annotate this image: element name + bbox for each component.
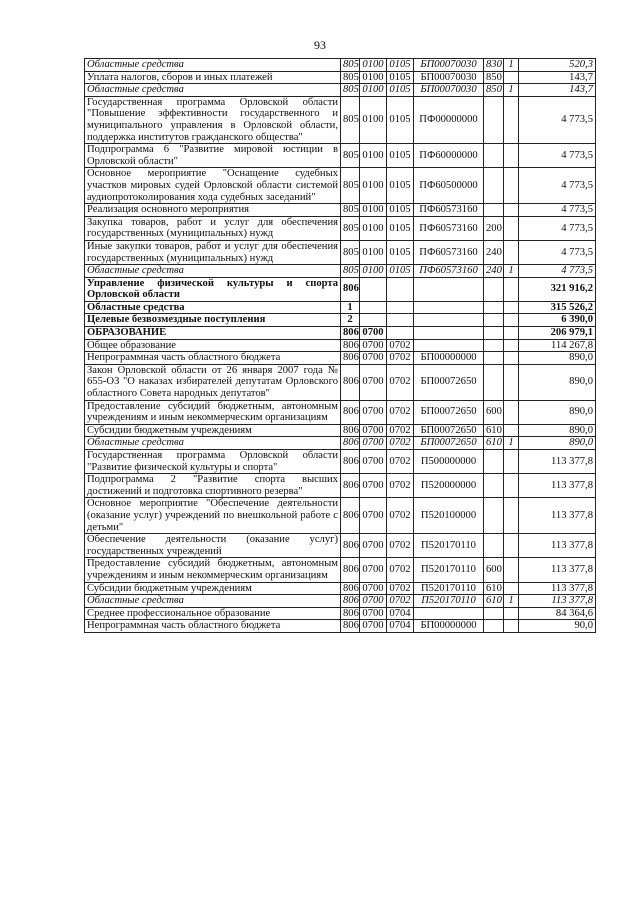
row-name-cell: Закон Орловской области от 26 января 2007 года № 655-ОЗ "О наказах избирателей депутатам Орловского областного Совета народных депутатов": [85, 364, 341, 400]
row-source-cell: [504, 314, 519, 327]
row-pr-cell: 0702: [387, 474, 414, 498]
row-rz-cell: 0700: [360, 620, 387, 633]
row-csr-cell: ПФ60573160: [414, 265, 484, 278]
table-row: [85, 277, 596, 301]
row-vr-cell: [484, 144, 504, 168]
row-rz-cell: 0700: [360, 437, 387, 450]
row-rz-cell: 0700: [360, 607, 387, 620]
row-name-cell: Управление физической культуры и спорта Орловской области: [85, 277, 341, 301]
row-sum-cell: 4 773,5: [519, 96, 596, 143]
row-sum-cell: 890,0: [519, 437, 596, 450]
table-row: [85, 364, 596, 400]
row-csr-cell: ПФ60573160: [414, 204, 484, 217]
row-name-cell: Областные средства: [85, 437, 341, 450]
table-row: [85, 314, 596, 327]
row-source-cell: [504, 144, 519, 168]
row-csr-cell: ПФ00000000: [414, 96, 484, 143]
row-source-cell: [504, 339, 519, 352]
budget-table: [84, 58, 596, 633]
row-sum-cell: 4 773,5: [519, 144, 596, 168]
row-csr-cell: П520170110: [414, 558, 484, 582]
table-row: [85, 301, 596, 314]
row-pr-cell: 0702: [387, 352, 414, 365]
row-name-cell: Уплата налогов, сборов и иных платежей: [85, 71, 341, 84]
row-vr-cell: [484, 204, 504, 217]
row-name-cell: Основное мероприятие "Оснащение судебных участков мировых судей Орловской области системой аудиопротоколирования хода судебных заседаний": [85, 168, 341, 204]
row-name-cell: Обеспечение деятельности (оказание услуг) государственных учреждений: [85, 534, 341, 558]
row-sum-cell: 143,7: [519, 84, 596, 97]
table-row: [85, 595, 596, 608]
row-rz-cell: 0700: [360, 339, 387, 352]
table-row: [85, 352, 596, 365]
row-vr-cell: 610: [484, 582, 504, 595]
row-rz-cell: 0700: [360, 474, 387, 498]
row-name-cell: Среднее профессиональное образование: [85, 607, 341, 620]
table-row: [85, 265, 596, 278]
row-name-cell: Реализация основного мероприятия: [85, 204, 341, 217]
row-sum-cell: 890,0: [519, 352, 596, 365]
row-sum-cell: 6 390,0: [519, 314, 596, 327]
row-vr-cell: 200: [484, 216, 504, 240]
row-pr-cell: 0704: [387, 607, 414, 620]
table-row: [85, 620, 596, 633]
row-rz-cell: 0100: [360, 265, 387, 278]
row-name-cell: Подпрограмма 2 "Развитие спорта высших достижений и подготовка спортивного резерва": [85, 474, 341, 498]
row-gr-cell: 805: [341, 144, 360, 168]
table-row: [85, 450, 596, 474]
row-vr-cell: [484, 327, 504, 340]
row-pr-cell: 0702: [387, 534, 414, 558]
row-csr-cell: П520170110: [414, 582, 484, 595]
row-gr-cell: 806: [341, 582, 360, 595]
row-name-cell: Субсидии бюджетным учреждениям: [85, 424, 341, 437]
row-csr-cell: БП00072650: [414, 364, 484, 400]
row-gr-cell: 806: [341, 364, 360, 400]
table-row: [85, 96, 596, 143]
row-source-cell: [504, 450, 519, 474]
row-pr-cell: 0702: [387, 558, 414, 582]
row-gr-cell: 805: [341, 265, 360, 278]
row-name-cell: Иные закупки товаров, работ и услуг для обеспечения государственных (муниципальных) нужд: [85, 240, 341, 264]
row-sum-cell: 113 377,8: [519, 450, 596, 474]
row-csr-cell: П520170110: [414, 595, 484, 608]
row-pr-cell: 0702: [387, 437, 414, 450]
table-row: [85, 498, 596, 534]
row-rz-cell: 0700: [360, 352, 387, 365]
row-vr-cell: 850: [484, 84, 504, 97]
row-source-cell: [504, 71, 519, 84]
row-source-cell: [504, 96, 519, 143]
row-rz-cell: 0100: [360, 59, 387, 72]
table-row: [85, 71, 596, 84]
row-csr-cell: БП00000000: [414, 352, 484, 365]
row-source-cell: [504, 474, 519, 498]
row-source-cell: 1: [504, 265, 519, 278]
row-rz-cell: 0100: [360, 84, 387, 97]
row-rz-cell: 0700: [360, 400, 387, 424]
row-sum-cell: 315 526,2: [519, 301, 596, 314]
row-pr-cell: 0702: [387, 595, 414, 608]
row-pr-cell: [387, 301, 414, 314]
row-rz-cell: 0100: [360, 168, 387, 204]
row-name-cell: Субсидии бюджетным учреждениям: [85, 582, 341, 595]
row-csr-cell: [414, 327, 484, 340]
row-csr-cell: П500000000: [414, 450, 484, 474]
row-pr-cell: 0702: [387, 339, 414, 352]
row-vr-cell: [484, 498, 504, 534]
row-vr-cell: [484, 314, 504, 327]
row-gr-cell: 806: [341, 352, 360, 365]
row-pr-cell: 0105: [387, 204, 414, 217]
row-pr-cell: 0105: [387, 168, 414, 204]
row-source-cell: [504, 277, 519, 301]
row-source-cell: [504, 498, 519, 534]
row-name-cell: Закупка товаров, работ и услуг для обеспечения государственных (муниципальных) нужд: [85, 216, 341, 240]
row-sum-cell: 890,0: [519, 400, 596, 424]
row-vr-cell: [484, 450, 504, 474]
row-gr-cell: 806: [341, 450, 360, 474]
row-source-cell: [504, 301, 519, 314]
row-name-cell: Целевые безвозмездные поступления: [85, 314, 341, 327]
row-gr-cell: 806: [341, 607, 360, 620]
row-vr-cell: 610: [484, 595, 504, 608]
row-csr-cell: ПФ60573160: [414, 240, 484, 264]
row-gr-cell: 806: [341, 339, 360, 352]
row-rz-cell: 0700: [360, 558, 387, 582]
row-pr-cell: [387, 314, 414, 327]
row-sum-cell: 4 773,5: [519, 240, 596, 264]
row-gr-cell: 805: [341, 71, 360, 84]
row-gr-cell: 806: [341, 498, 360, 534]
row-source-cell: [504, 352, 519, 365]
page-number: 93: [314, 38, 326, 52]
row-rz-cell: 0700: [360, 327, 387, 340]
row-sum-cell: 4 773,5: [519, 168, 596, 204]
row-csr-cell: [414, 301, 484, 314]
table-row: [85, 216, 596, 240]
row-name-cell: Общее образование: [85, 339, 341, 352]
row-pr-cell: 0105: [387, 84, 414, 97]
row-pr-cell: 0704: [387, 620, 414, 633]
row-pr-cell: 0105: [387, 216, 414, 240]
row-vr-cell: 600: [484, 400, 504, 424]
row-name-cell: Подпрограмма 6 "Развитие мировой юстиции в Орловской области": [85, 144, 341, 168]
row-name-cell: Предоставление субсидий бюджетным, автономным учреждениям и иным некоммерческим организациям: [85, 400, 341, 424]
row-gr-cell: 805: [341, 84, 360, 97]
row-csr-cell: БП00072650: [414, 400, 484, 424]
row-source-cell: [504, 240, 519, 264]
row-source-cell: [504, 607, 519, 620]
row-source-cell: 1: [504, 437, 519, 450]
row-gr-cell: 805: [341, 204, 360, 217]
row-sum-cell: 4 773,5: [519, 265, 596, 278]
table-row: [85, 327, 596, 340]
row-gr-cell: 1: [341, 301, 360, 314]
row-pr-cell: 0105: [387, 71, 414, 84]
row-pr-cell: 0105: [387, 265, 414, 278]
row-sum-cell: 113 377,8: [519, 474, 596, 498]
row-csr-cell: П520100000: [414, 498, 484, 534]
row-rz-cell: [360, 301, 387, 314]
row-csr-cell: [414, 339, 484, 352]
row-sum-cell: 143,7: [519, 71, 596, 84]
row-csr-cell: БП00070030: [414, 59, 484, 72]
row-source-cell: [504, 216, 519, 240]
row-vr-cell: [484, 534, 504, 558]
row-name-cell: Областные средства: [85, 84, 341, 97]
row-pr-cell: 0702: [387, 498, 414, 534]
row-rz-cell: 0100: [360, 96, 387, 143]
row-vr-cell: [484, 364, 504, 400]
row-vr-cell: 240: [484, 265, 504, 278]
row-pr-cell: 0702: [387, 582, 414, 595]
row-vr-cell: [484, 607, 504, 620]
row-sum-cell: 114 267,8: [519, 339, 596, 352]
row-sum-cell: 890,0: [519, 364, 596, 400]
row-rz-cell: 0700: [360, 364, 387, 400]
row-gr-cell: 805: [341, 240, 360, 264]
row-vr-cell: 610: [484, 437, 504, 450]
row-sum-cell: 113 377,8: [519, 534, 596, 558]
row-sum-cell: 113 377,8: [519, 595, 596, 608]
table-row: [85, 168, 596, 204]
table-row: [85, 400, 596, 424]
row-pr-cell: [387, 277, 414, 301]
row-gr-cell: 805: [341, 96, 360, 143]
row-name-cell: Государственная программа Орловской области "Повышение эффективности государственного и муниципального управления в Орловской области, поддержка институтов гражданского общества": [85, 96, 341, 143]
row-rz-cell: 0100: [360, 216, 387, 240]
row-pr-cell: 0702: [387, 364, 414, 400]
row-rz-cell: 0700: [360, 534, 387, 558]
table-row: [85, 607, 596, 620]
row-vr-cell: 240: [484, 240, 504, 264]
row-sum-cell: 321 916,2: [519, 277, 596, 301]
table-row: [85, 144, 596, 168]
row-source-cell: 1: [504, 595, 519, 608]
row-rz-cell: [360, 314, 387, 327]
row-csr-cell: [414, 277, 484, 301]
row-gr-cell: 806: [341, 595, 360, 608]
row-source-cell: [504, 620, 519, 633]
row-source-cell: [504, 582, 519, 595]
table-row: [85, 424, 596, 437]
row-rz-cell: 0700: [360, 498, 387, 534]
row-source-cell: [504, 400, 519, 424]
row-csr-cell: БП00000000: [414, 620, 484, 633]
row-gr-cell: 806: [341, 534, 360, 558]
table-row: [85, 437, 596, 450]
row-csr-cell: БП00070030: [414, 71, 484, 84]
budget-table-body: [85, 59, 596, 633]
row-vr-cell: 610: [484, 424, 504, 437]
row-pr-cell: 0105: [387, 144, 414, 168]
row-name-cell: ОБРАЗОВАНИЕ: [85, 327, 341, 340]
table-row: [85, 84, 596, 97]
row-name-cell: Предоставление субсидий бюджетным, автономным учреждениям и иным некоммерческим организациям: [85, 558, 341, 582]
row-name-cell: Областные средства: [85, 59, 341, 72]
row-gr-cell: 806: [341, 437, 360, 450]
row-vr-cell: [484, 96, 504, 143]
row-vr-cell: 830: [484, 59, 504, 72]
row-gr-cell: 805: [341, 216, 360, 240]
row-name-cell: Непрограммная часть областного бюджета: [85, 620, 341, 633]
table-row: [85, 339, 596, 352]
row-gr-cell: 806: [341, 424, 360, 437]
row-rz-cell: 0700: [360, 595, 387, 608]
row-sum-cell: 890,0: [519, 424, 596, 437]
row-name-cell: Основное мероприятие "Обеспечение деятельности (оказание услуг) учреждений по внешкольной работе с детьми": [85, 498, 341, 534]
row-gr-cell: 806: [341, 327, 360, 340]
row-csr-cell: БП00072650: [414, 437, 484, 450]
row-gr-cell: 2: [341, 314, 360, 327]
table-row: [85, 582, 596, 595]
table-row: [85, 534, 596, 558]
row-name-cell: Областные средства: [85, 265, 341, 278]
row-rz-cell: 0100: [360, 144, 387, 168]
row-sum-cell: 84 364,6: [519, 607, 596, 620]
row-vr-cell: [484, 352, 504, 365]
row-sum-cell: 90,0: [519, 620, 596, 633]
row-sum-cell: 113 377,8: [519, 582, 596, 595]
row-gr-cell: 806: [341, 474, 360, 498]
table-row: [85, 240, 596, 264]
row-source-cell: [504, 424, 519, 437]
row-vr-cell: [484, 474, 504, 498]
row-vr-cell: [484, 277, 504, 301]
row-rz-cell: 0100: [360, 204, 387, 217]
row-source-cell: [504, 534, 519, 558]
row-gr-cell: 805: [341, 168, 360, 204]
row-sum-cell: 206 979,1: [519, 327, 596, 340]
row-source-cell: [504, 364, 519, 400]
row-pr-cell: 0105: [387, 59, 414, 72]
table-row: [85, 59, 596, 72]
table-row: [85, 558, 596, 582]
row-rz-cell: 0700: [360, 424, 387, 437]
row-rz-cell: [360, 277, 387, 301]
row-rz-cell: 0100: [360, 71, 387, 84]
table-row: [85, 474, 596, 498]
row-csr-cell: [414, 607, 484, 620]
row-sum-cell: 4 773,5: [519, 204, 596, 217]
table-row: [85, 204, 596, 217]
row-csr-cell: П520000000: [414, 474, 484, 498]
row-pr-cell: 0702: [387, 424, 414, 437]
row-csr-cell: БП00070030: [414, 84, 484, 97]
row-csr-cell: ПФ60573160: [414, 216, 484, 240]
row-source-cell: [504, 168, 519, 204]
row-csr-cell: ПФ60500000: [414, 168, 484, 204]
row-sum-cell: 520,3: [519, 59, 596, 72]
row-name-cell: Областные средства: [85, 595, 341, 608]
row-rz-cell: 0700: [360, 450, 387, 474]
row-gr-cell: 806: [341, 620, 360, 633]
row-csr-cell: БП00072650: [414, 424, 484, 437]
row-pr-cell: 0105: [387, 240, 414, 264]
row-sum-cell: 113 377,8: [519, 558, 596, 582]
row-pr-cell: 0702: [387, 450, 414, 474]
row-vr-cell: [484, 301, 504, 314]
row-rz-cell: 0700: [360, 582, 387, 595]
row-pr-cell: [387, 327, 414, 340]
row-vr-cell: [484, 339, 504, 352]
row-name-cell: Непрограммная часть областного бюджета: [85, 352, 341, 365]
row-gr-cell: 805: [341, 59, 360, 72]
row-csr-cell: П520170110: [414, 534, 484, 558]
row-sum-cell: 113 377,8: [519, 498, 596, 534]
row-gr-cell: 806: [341, 277, 360, 301]
row-vr-cell: [484, 620, 504, 633]
row-source-cell: 1: [504, 84, 519, 97]
row-source-cell: [504, 558, 519, 582]
row-name-cell: Государственная программа Орловской области "Развитие физической культуры и спорта": [85, 450, 341, 474]
row-pr-cell: 0105: [387, 96, 414, 143]
row-gr-cell: 806: [341, 400, 360, 424]
row-sum-cell: 4 773,5: [519, 216, 596, 240]
row-gr-cell: 806: [341, 558, 360, 582]
row-vr-cell: [484, 168, 504, 204]
row-pr-cell: 0702: [387, 400, 414, 424]
row-csr-cell: [414, 314, 484, 327]
row-rz-cell: 0100: [360, 240, 387, 264]
row-name-cell: Областные средства: [85, 301, 341, 314]
row-vr-cell: 600: [484, 558, 504, 582]
row-source-cell: [504, 327, 519, 340]
row-source-cell: 1: [504, 59, 519, 72]
row-source-cell: [504, 204, 519, 217]
row-csr-cell: ПФ60000000: [414, 144, 484, 168]
row-vr-cell: 850: [484, 71, 504, 84]
